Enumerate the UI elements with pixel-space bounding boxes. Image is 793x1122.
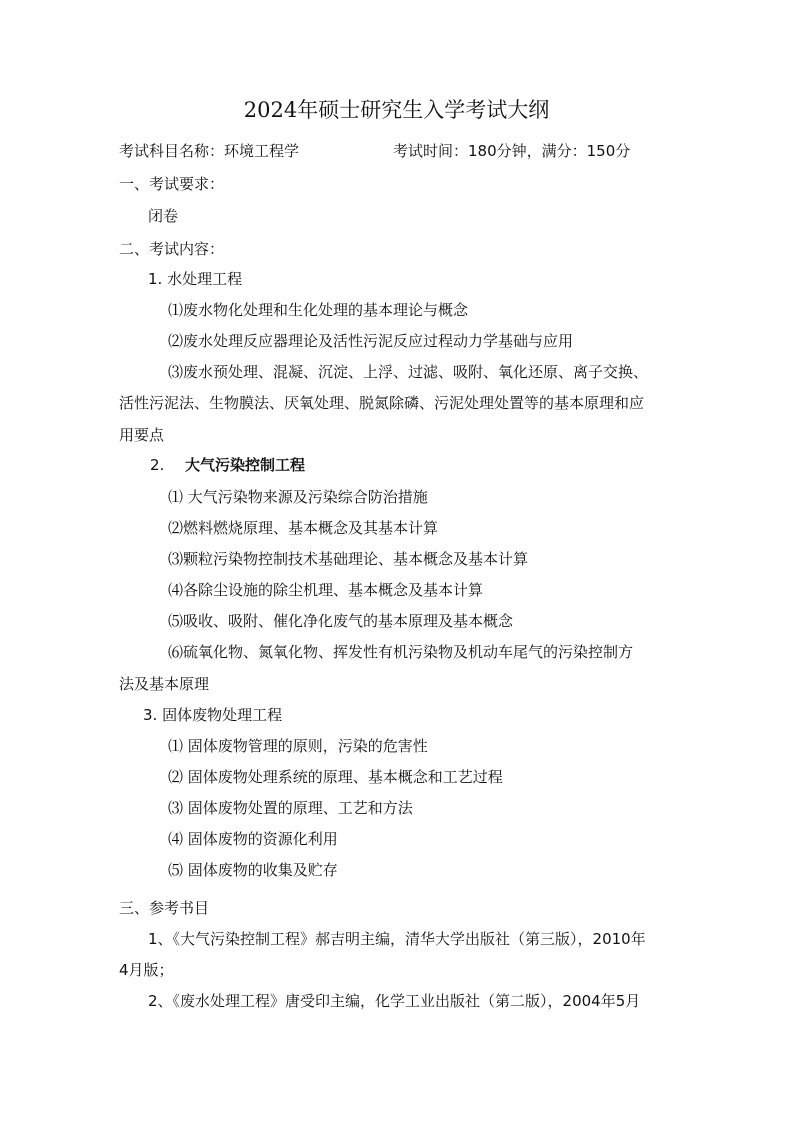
exam-subject: 考试科目名称：环境工程学 [119, 142, 300, 160]
section-heading: 二、考试内容： [119, 240, 225, 258]
list-item: ⑴ 固体废物管理的原则，污染的危害性 [168, 737, 428, 755]
section-heading: 三、参考书目 [119, 899, 210, 917]
exam-time-score: 考试时间：180分钟，满分：150分 [393, 142, 631, 160]
page-title: 2024年硕士研究生入学考试大纲 [243, 98, 550, 122]
list-item: ⑴废水物化处理和生化处理的基本理论与概念 [168, 301, 469, 319]
list-item: ⑴ 大气污染物来源及污染综合防治措施 [168, 488, 428, 506]
exam-mode: 闭卷 [148, 207, 179, 225]
list-item: ⑵燃料燃烧原理、基本概念及其基本计算 [168, 519, 439, 537]
list-item: ⑵ 固体废物处理系统的原理、基本概念和工艺过程 [168, 768, 503, 786]
list-item: ⑸吸收、吸附、催化净化废气的基本原理及基本概念 [168, 612, 514, 630]
reference-item-continued: 4月版； [119, 961, 174, 979]
list-item-continued: 法及基本原理 [119, 675, 210, 693]
section-heading: 一、考试要求： [119, 175, 225, 193]
list-item: ⑷ 固体废物的资源化利用 [168, 830, 338, 848]
list-item-continued: 用要点 [119, 426, 165, 444]
list-item: ⑷各除尘设施的除尘机理、基本概念及基本计算 [168, 581, 484, 599]
list-item: ⑵废水处理反应器理论及活性污泥反应过程动力学基础与应用 [168, 332, 574, 350]
list-item: ⑸ 固体废物的收集及贮存 [168, 861, 338, 879]
list-item: ⑶ 固体废物处置的原理、工艺和方法 [168, 799, 413, 817]
subsection-number: 2. [150, 456, 165, 474]
list-item: ⑹硫氧化物、氮氧化物、挥发性有机污染物及机动车尾气的污染控制方 [168, 643, 634, 661]
list-item: ⑶颗粒污染物控制技术基础理论、基本概念及基本计算 [168, 550, 529, 568]
subsection-heading: 大气污染控制工程 [185, 456, 306, 474]
reference-item: 1、《大气污染控制工程》郝吉明主编，清华大学出版社（第三版），2010年 [148, 930, 646, 948]
list-item-continued: 活性污泥法、生物膜法、厌氧处理、脱氮除磷、污泥处理处置等的基本原理和应 [119, 394, 645, 412]
subsection-heading: 1. 水处理工程 [148, 270, 243, 288]
reference-item: 2、《废水处理工程》唐受印主编，化学工业出版社（第二版），2004年5月 [148, 992, 641, 1010]
list-item: ⑶废水预处理、混凝、沉淀、上浮、过滤、吸附、氧化还原、离子交换、 [168, 363, 649, 381]
subsection-heading: 3. 固体废物处理工程 [143, 706, 283, 724]
